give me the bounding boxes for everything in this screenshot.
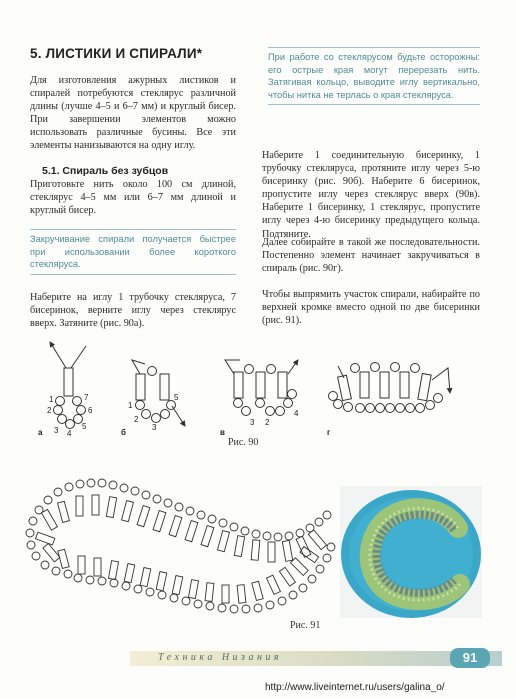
bead-number: 5 bbox=[82, 422, 87, 431]
figure-90-caption: Рис. 90 bbox=[228, 437, 259, 448]
page-number-badge: 91 bbox=[450, 648, 490, 668]
diagram-g bbox=[329, 363, 451, 413]
paragraph-3: Наберите 1 соединительную бисеринку, 1 трубочку стекляруса, протяните иглу через 5-ю бисеринку (рис. 90б). Наберите 6 бисеринок, пропустите иглу через стеклярус вверх (90в). Наберите 1 бисеринку, 1 стеклярус, пропустите иглу через 4-ю бисеринку предыдущего кольца. Подтяните. bbox=[262, 150, 480, 240]
bead-number: 1 bbox=[128, 401, 133, 410]
bead-number: 6 bbox=[88, 406, 93, 415]
paragraph-1: Приготовьте нить около 100 см длиной, стеклярус 4–5 мм или 6–7 мм длиной и круглый бисер. bbox=[30, 179, 236, 217]
fig-label-a: а bbox=[38, 428, 43, 437]
bead-number: 3 bbox=[250, 418, 255, 427]
note-right: При работе со стеклярусом будьте осторожны: его острые края могут перерезать нить. Затягивая кольцо, выводите иглу вертикально, чтобы нитка не терлась о края стекляруса. bbox=[268, 47, 480, 105]
bead-number: 2 bbox=[265, 418, 270, 427]
bead-number: 2 bbox=[134, 415, 139, 424]
paragraph-4: Далее собирайте в такой же последовательности. Постепенно элемент начинает закручиваться в спираль (рис. 90г). bbox=[262, 237, 480, 275]
bead-number: 4 bbox=[294, 409, 299, 418]
bead-number: 5 bbox=[174, 393, 179, 402]
section-heading: 5. ЛИСТИКИ И СПИРАЛИ* bbox=[30, 46, 203, 61]
watermark-url: http://www.liveinternet.ru/users/galina_o/ bbox=[265, 682, 445, 693]
paragraph-2: Наберите на иглу 1 трубочку стекляруса, 7 бисеринок, верните иглу через стеклярус вверх. Затяните (рис. 90а). bbox=[30, 292, 236, 330]
fig-label-b: б bbox=[121, 428, 126, 437]
bead-number: 3 bbox=[152, 423, 157, 432]
bead-number: 1 bbox=[49, 395, 54, 404]
paragraph-5: Чтобы выпрямить участок спирали, набирайте по верхней кромке вместо одной по две бисеринки (рис. 91). bbox=[262, 289, 480, 327]
figure-90 bbox=[20, 338, 480, 446]
figure-91-diagram bbox=[18, 470, 348, 620]
bead-number: 7 bbox=[84, 393, 89, 402]
subheading: 5.1. Спираль без зубцов bbox=[42, 165, 169, 177]
diagram-a bbox=[50, 342, 86, 429]
diagram-v bbox=[225, 360, 298, 416]
bead-number: 2 bbox=[47, 406, 52, 415]
figure-91-caption: Рис. 91 bbox=[290, 620, 321, 631]
bead-number: 4 bbox=[67, 429, 72, 438]
intro-paragraph: Для изготовления ажурных листиков и спиралей потребуются стеклярус различной длины (лучше 4–5 и 6–7 мм) и круглый бисер. При завершении элементов можно использовать различные бусины. Все эти элементы нанизываются на одну иглу. bbox=[30, 75, 236, 152]
fig-label-v: в bbox=[220, 428, 225, 437]
bead-number: 3 bbox=[54, 426, 59, 435]
note-left: Закручивание спирали получается быстрее при использовании более короткого стекляруса. bbox=[30, 229, 236, 275]
fig-label-g: г bbox=[327, 428, 331, 437]
footer-title: Техника Низания bbox=[158, 652, 283, 663]
figure-91-photo bbox=[340, 486, 482, 618]
bugle-bead bbox=[64, 368, 73, 396]
